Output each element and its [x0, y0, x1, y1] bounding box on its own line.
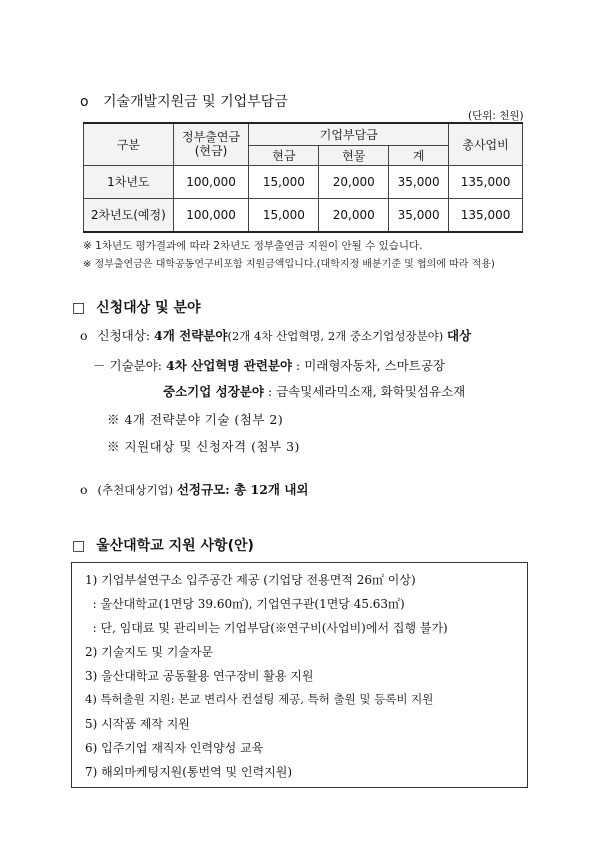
list-item: 5) 시작품 제작 지원	[85, 717, 190, 731]
cell-total: 135,000	[449, 165, 523, 198]
header-gubun: 구분	[84, 123, 174, 165]
field-bold-2: 중소기업 성장분야	[163, 384, 264, 399]
header-inkind: 현물	[319, 145, 389, 165]
list-item: 2) 기술지도 및 기술자문	[85, 645, 214, 659]
header-gov-line2: (현금)	[194, 144, 228, 159]
target-end: 대상	[446, 328, 472, 343]
cell-sum: 35,000	[389, 198, 449, 232]
target-mid: (2개 4차 산업혁명, 2개 중소기업성장분야)	[227, 329, 447, 343]
cell-total: 135,000	[449, 198, 523, 232]
bullet: ο	[80, 328, 88, 343]
eligibility-heading	[72, 297, 201, 317]
list-item: : 울산대학교(1면당 39.60㎡), 기업연구관(1면당 45.63㎡)	[85, 597, 405, 611]
support-heading	[72, 535, 254, 555]
checkbox-icon: □	[72, 538, 86, 554]
header-cash: 현금	[249, 145, 319, 165]
support-heading-text: 울산대학교 지원 사항(안)	[96, 538, 254, 554]
dash: －	[93, 358, 106, 373]
target-bold: 4개 전략분야	[154, 328, 228, 343]
funding-note-1: ※ 1차년도 평가결과에 따라 2차년도 정부출연금 지원이 안될 수 있습니다.	[83, 240, 423, 252]
cell-cash: 15,000	[249, 165, 319, 198]
funding-heading-text: 기술개발지원금 및 기업부담금	[103, 94, 288, 110]
cell-cash: 15,000	[249, 198, 319, 232]
unit-label: (단위: 천원)	[468, 110, 524, 122]
field-rest-1: : 미래형자동차, 스마트공장	[292, 358, 446, 373]
field-bold-1: 4차 산업혁명 관련분야	[166, 358, 293, 373]
field-rest-2: : 금속및세라믹소재, 화학및섬유소재	[263, 384, 466, 399]
eligibility-heading-text: 신청대상 및 분야	[96, 300, 201, 316]
cell-gov: 100,000	[173, 165, 249, 198]
cell-inkind: 20,000	[319, 165, 389, 198]
list-item: 6) 입주기업 재직자 인력양성 교육	[85, 741, 264, 755]
funding-table	[83, 122, 523, 233]
list-item: 3) 울산대학교 공동활용 연구장비 활용 지원	[85, 669, 314, 683]
list-item: 7) 해외마케팅지원(통번역 및 인력지원)	[85, 765, 293, 779]
funding-heading	[80, 91, 288, 111]
support-box	[71, 562, 528, 788]
bullet: ο	[80, 94, 89, 110]
selection-line	[80, 480, 308, 498]
field-pre: 기술분야:	[109, 358, 166, 373]
header-gov-line1: 정부출연금	[182, 130, 241, 145]
header-sum: 계	[389, 145, 449, 165]
header-gov-funding	[173, 123, 249, 165]
list-item: 4) 특허출원 지원: 본교 변리사 컨설팅 제공, 특허 출원 및 등록비 지원	[85, 692, 434, 706]
funding-note-2: ※ 정부출연금은 대학공동연구비포함 지원금액입니다.(대학지정 배분기준 및 협의에 따라 적용)	[83, 259, 495, 270]
reference-2: ※ 지원대상 및 신청자격 (첨부 3)	[107, 439, 300, 454]
target-line	[80, 326, 471, 344]
cell-sum: 35,000	[389, 165, 449, 198]
cell-inkind: 20,000	[319, 198, 389, 232]
row-label: 2차년도(예정)	[84, 198, 174, 232]
table-row	[84, 165, 523, 198]
cell-gov: 100,000	[173, 198, 249, 232]
header-company-share: 기업부담금	[249, 123, 449, 145]
table-row	[84, 198, 523, 232]
target-pre: 신청대상:	[97, 328, 155, 343]
list-item: : 단, 임대료 및 관리비는 기업부담(※연구비(사업비)에서 집행 불가)	[85, 621, 448, 635]
row-label: 1차년도	[84, 165, 174, 198]
field-line-2	[163, 382, 465, 400]
list-item: 1) 기업부설연구소 입주공간 제공 (기업당 전용면적 26㎡ 이상)	[85, 573, 416, 587]
header-total-cost: 총사업비	[449, 123, 523, 165]
bullet: ο	[80, 482, 88, 497]
reference-1: ※ 4개 전략분야 기술 (첨부 2)	[107, 412, 284, 427]
checkbox-icon: □	[72, 300, 86, 316]
field-line-1	[93, 356, 445, 374]
selection-pre: (추천대상기업)	[97, 483, 177, 497]
selection-bold: 선정규모: 총 12개 내외	[176, 482, 309, 497]
